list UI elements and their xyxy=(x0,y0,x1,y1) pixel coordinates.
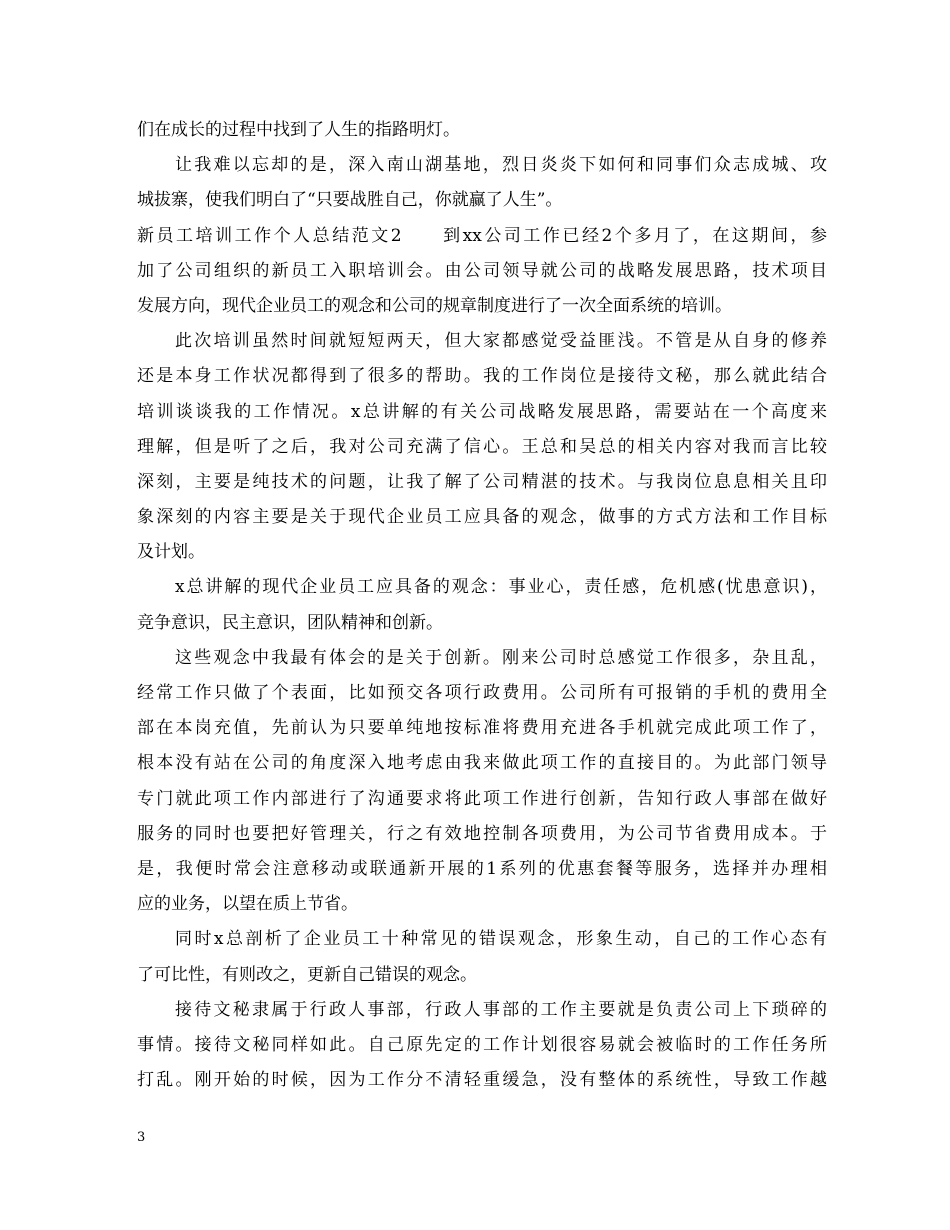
text-line: 培训谈谈我的工作情况。x总讲解的有关公司战略发展思路，需要站在一个高度来 xyxy=(137,401,827,422)
text-line: 此次培训虽然时间就短短两天，但大家都感觉受益匪浅。不管是从自身的修养 xyxy=(175,331,827,352)
text-line: 应的业务，以望在质上节省。 xyxy=(137,894,358,915)
text-line: 发展方向，现代企业员工的观念和公司的规章制度进行了一次全面系统的培训。 xyxy=(137,295,732,316)
text-line: 事情。接待文秘同样如此。自己原先定的工作计划很容易就会被临时的工作任务所 xyxy=(137,1034,827,1055)
text-line: 打乱。刚开始的时候，因为工作分不清轻重缓急，没有整体的系统性，导致工作越 xyxy=(137,1070,827,1091)
text-line: 竞争意识，民主意识，团队精神和创新。 xyxy=(137,612,443,633)
text-line: 服务的同时也要把好管理关，行之有效地控制各项费用，为公司节省费用成本。于 xyxy=(137,823,827,844)
text-line: 理解，但是听了之后，我对公司充满了信心。王总和吴总的相关内容对我而言比较 xyxy=(137,436,827,457)
text-line: 让我难以忘却的是，深入南山湖基地，烈日炎炎下如何和同事们众志成城、攻 xyxy=(175,155,827,176)
text-line: 专门就此项工作内部进行了沟通要求将此项工作进行创新，告知行政人事部在做好 xyxy=(137,788,827,809)
text-line: 接待文秘隶属于行政人事部，行政人事部的工作主要就是负责公司上下琐碎的 xyxy=(175,999,827,1020)
document-body xyxy=(137,113,827,1098)
section-heading-line: 新员工培训工作个人总结范文2 到xx公司工作已经2个多月了，在这期间，参 xyxy=(137,225,827,246)
text-line: 深刻，主要是纯技术的问题，让我了解了公司精湛的技术。与我岗位息息相关且印 xyxy=(137,471,827,492)
text-line: x总讲解的现代企业员工应具备的观念：事业心，责任感，危机感(忧患意识)， xyxy=(175,577,827,598)
text-line: 经常工作只做了个表面，比如预交各项行政费用。公司所有可报销的手机的费用全 xyxy=(137,683,827,703)
text-line: 象深刻的内容主要是关于现代企业员工应具备的观念，做事的方式方法和工作目标 xyxy=(137,507,827,528)
text-line: 们在成长的过程中找到了人生的指路明灯。 xyxy=(137,120,460,140)
text-line: 部在本岗充值，先前认为只要单纯地按标准将费用充进各手机就完成此项工作了， xyxy=(137,718,827,739)
text-line: 这些观念中我最有体会的是关于创新。刚来公司时总感觉工作很多，杂且乱， xyxy=(175,647,827,668)
text-line: 城拔寨，使我们明白了“只要战胜自己，你就赢了人生”。 xyxy=(137,190,563,211)
text-line: 了可比性，有则改之，更新自己错误的观念。 xyxy=(137,964,477,985)
text-line: 加了公司组织的新员工入职培训会。由公司领导就公司的战略发展思路，技术项目 xyxy=(137,260,827,281)
text-line: 是，我便时常会注意移动或联通新开展的1系列的优惠套餐等服务，选择并办理相 xyxy=(137,858,827,879)
page-number: 3 xyxy=(137,1130,146,1145)
text-line: 及计划。 xyxy=(137,542,205,563)
text-line: 根本没有站在公司的角度深入地考虑由我来做此项工作的直接目的。为此部门领导 xyxy=(137,753,827,774)
text-line: 还是本身工作状况都得到了很多的帮助。我的工作岗位是接待文秘，那么就此结合 xyxy=(137,366,827,387)
text-line: 同时x总剖析了企业员工十种常见的错误观念，形象生动，自己的工作心态有 xyxy=(175,929,827,950)
